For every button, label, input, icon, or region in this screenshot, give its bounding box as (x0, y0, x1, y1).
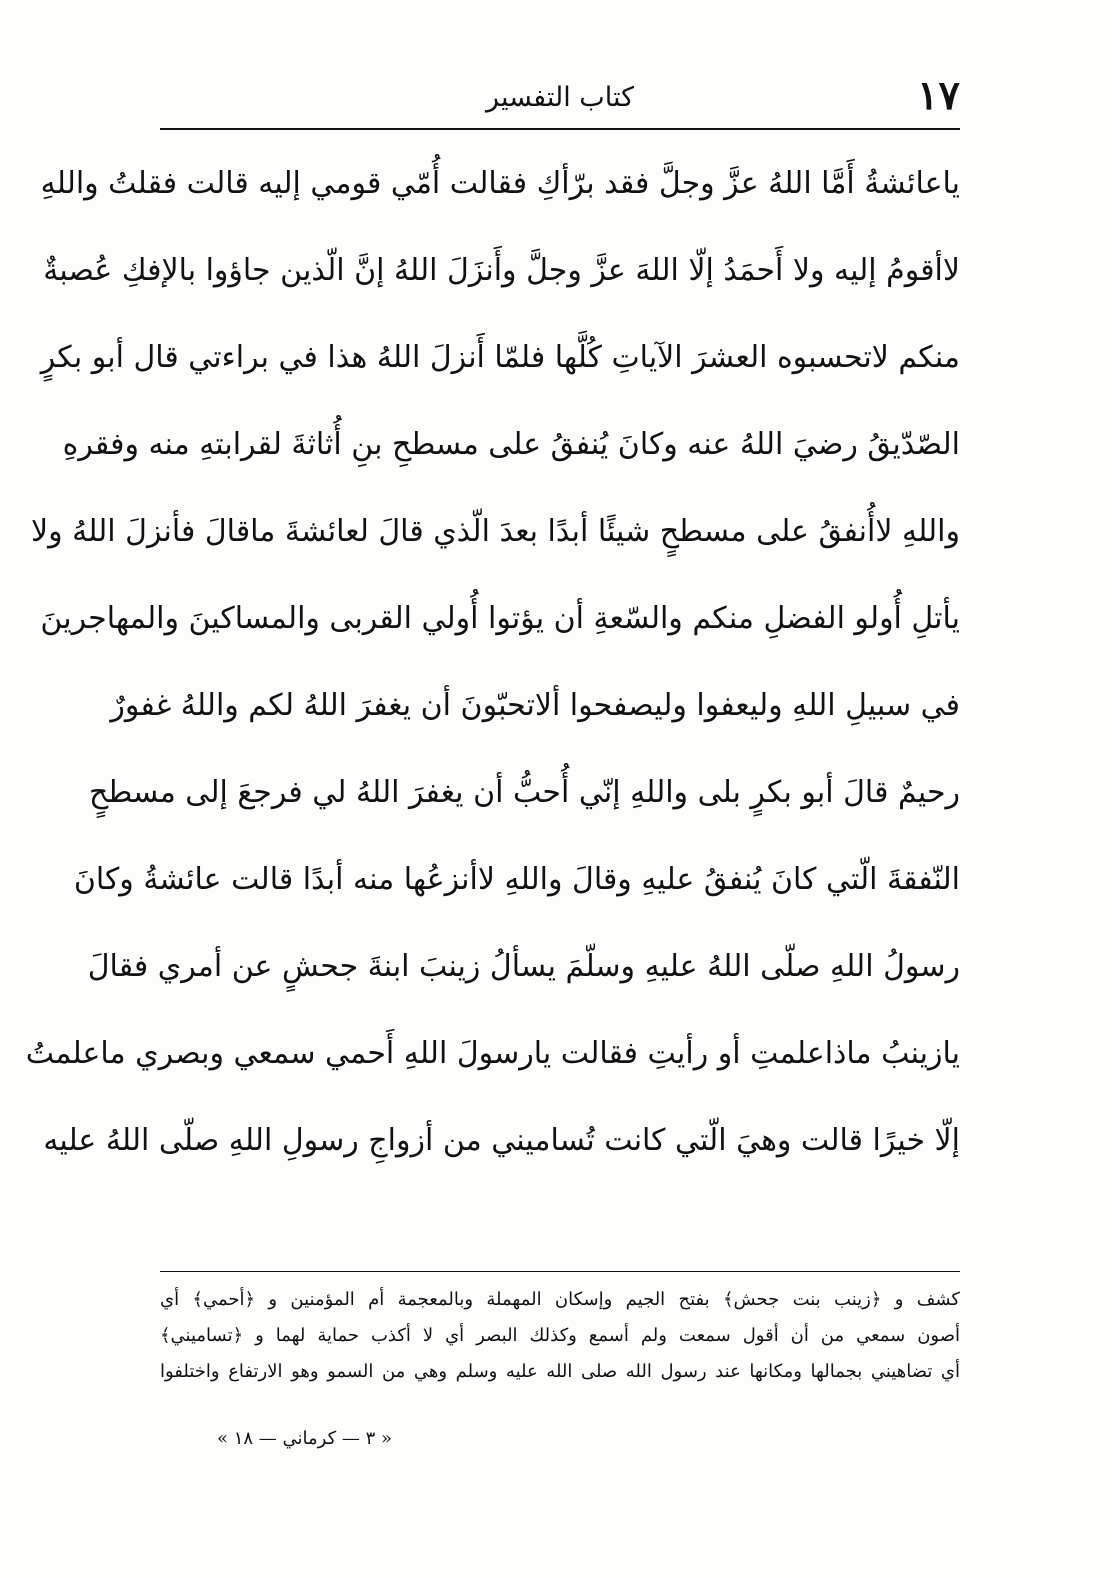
main-text (25, 140, 960, 1184)
text-line: رسولُ اللهِ صلّى اللهُ عليهِ وسلّمَ يسألُ زينبَ ابنةَ جحشٍ عن أمري فقالَ (87, 949, 960, 984)
page-header (160, 70, 960, 126)
text-line: إلّا خيرًا قالت وهيَ الّتي كانت تُساميني من أزواجِ رسولِ اللهِ صلّى اللهُ عليه (43, 1123, 960, 1158)
text-line: منكم لاتحسبوه العشرَ الآياتِ كُلَّها فلمّا أَنزلَ اللهُ هذا في براءتي قال أبو بكرٍ (40, 340, 960, 375)
text-line: رحيمٌ قالَ أبو بكرٍ بلى واللهِ إنّي أُحبُّ أن يغفرَ اللهُ لي فرجعَ إلى مسطحٍ (88, 775, 960, 810)
printer-signature: « ٣ — كرماني — ١٨ » (216, 1428, 392, 1449)
text-line: ياعائشةُ أَمَّا اللهُ عزَّ وجلَّ فقد برّأكِ فقالت أُمّي قومي إليه قالت فقلتُ واللهِ (40, 166, 960, 201)
text-line: الصّدّيقُ رضيَ اللهُ عنه وكانَ يُنفقُ على مسطحِ بنِ أُثاثةَ لقرابتهِ منه وفقرهِ (62, 427, 960, 462)
page-number: ١٧ (917, 72, 960, 119)
text-line: يأتلِ أُولو الفضلِ منكم والسّعةِ أن يؤتوا أُولي القربى والمساكينَ والمهاجرينَ (40, 601, 960, 636)
footnotes (160, 1282, 960, 1390)
footnote-line: أي تضاهيني بجمالها ومكانها عند رسول الله صلى الله عليه وسلم وهي من السمو وهو الارتفاع واختلفوا (160, 1361, 960, 1382)
text-line: لاأقومُ إليه ولا أَحمَدُ إلّا اللهَ عزَّ وجلَّ وأَنزَلَ اللهُ إنَّ الّذين جاؤوا بالإفكِ عُصبةٌ (43, 253, 960, 288)
text-line: واللهِ لاأُنفقُ على مسطحٍ شيئًا أبدًا بعدَ الّذي قالَ لعائشةَ ماقالَ فأنزلَ اللهُ ولا (31, 514, 960, 549)
footnote-rule (160, 1271, 960, 1272)
running-title: كتاب التفسير (486, 82, 634, 113)
text-line: يازينبُ ماذاعلمتِ أو رأيتِ فقالت يارسولَ اللهِ أَحمي سمعي وبصري ماعلمتُ (25, 1036, 960, 1071)
text-line: في سبيلِ اللهِ وليعفوا وليصفحوا ألاتحبّونَ أن يغفرَ اللهُ لكم واللهُ غفورٌ (110, 688, 960, 723)
text-line: النّفقةَ الّتي كانَ يُنفقُ عليهِ وقالَ واللهِ لاأنزعُها منه أبدًا قالت عائشةُ وكانَ (73, 862, 960, 897)
footnote-line: كشف و ﴿زينب بنت جحش﴾ بفتح الجيم وإسكان المهملة وبالمعجمة أم المؤمنين و ﴿أحمي﴾ أي (160, 1289, 960, 1310)
header-rule (160, 128, 960, 130)
footnote-line: أصون سمعي من أن أقول سمعت ولم أسمع وكذلك البصر أي لا أكذب حماية لهما و ﴿تساميني﴾ (160, 1325, 960, 1346)
